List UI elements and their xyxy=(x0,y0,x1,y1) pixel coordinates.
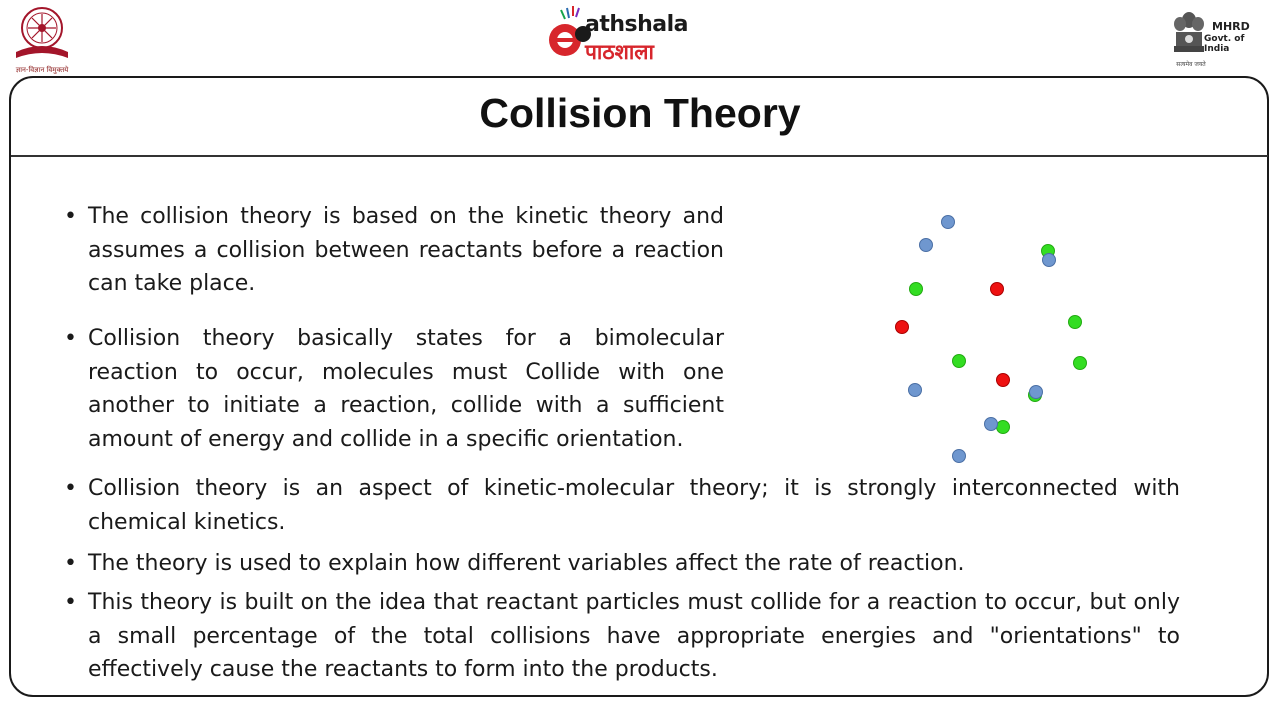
bullet-item xyxy=(64,472,1180,539)
bullet-item xyxy=(64,322,724,456)
green-particle xyxy=(997,421,1010,434)
bullet-item xyxy=(64,547,1180,581)
bullet-text: Collision theory is an aspect of kinetic-molecular theory; it is strongly interconnected with chemical kinetics. xyxy=(88,476,1180,535)
bullet-item xyxy=(64,586,1180,687)
bullet-dot: • xyxy=(64,476,77,501)
bullet-text: Collision theory basically states for a bimolecular reaction to occur, molecules must Collide with one another to initiate a reaction, collide with a sufficient amount of energy and collide in a specific orientation. xyxy=(88,326,724,452)
bullet-text: This theory is built on the idea that reactant particles must collide for a reaction to occur, but only a small percentage of the total collisions have appropriate energies and "orientations" to effectively cause the reactants to form into the products. xyxy=(88,590,1180,682)
mhrd-subtitle: Govt. of India xyxy=(1204,34,1245,54)
slide-title: Collision Theory xyxy=(479,90,801,136)
blue-particle xyxy=(942,216,955,229)
bullet-item xyxy=(64,200,724,301)
brand-hindi: पाठशाला xyxy=(585,40,654,64)
blue-particle xyxy=(1030,386,1043,399)
bullet-dot: • xyxy=(64,326,77,351)
green-particle xyxy=(1074,357,1087,370)
national-emblem-icon xyxy=(1172,8,1206,60)
green-particle xyxy=(953,355,966,368)
bullet-text: The collision theory is based on the kinetic theory and assumes a collision between reactants before a reaction can take place. xyxy=(88,204,724,296)
green-particle xyxy=(910,283,923,296)
blue-particle xyxy=(953,450,966,463)
blue-particle xyxy=(985,418,998,431)
emblem-caption: ज्ञान-विज्ञान विमुक्तये xyxy=(15,66,69,74)
emblem-icon xyxy=(10,6,74,66)
bullet-dot: • xyxy=(64,204,77,229)
bullet-dot: • xyxy=(64,551,77,576)
mhrd-title: MHRD xyxy=(1212,20,1250,33)
epathshala-logo xyxy=(545,4,735,68)
red-particle xyxy=(991,283,1004,296)
brand-english: athshala xyxy=(585,12,689,37)
university-emblem-logo xyxy=(10,6,74,74)
bullet-text: The theory is used to explain how different variables affect the rate of reaction. xyxy=(88,551,965,576)
blue-particle xyxy=(1043,254,1056,267)
molecule-collision-illustration xyxy=(880,200,1100,470)
green-particle xyxy=(1069,316,1082,329)
mhrd-logo xyxy=(1170,8,1270,70)
title-divider xyxy=(11,155,1268,157)
slide-header xyxy=(0,0,1280,76)
blue-particle xyxy=(909,384,922,397)
bullet-dot: • xyxy=(64,590,77,615)
blue-particle xyxy=(920,239,933,252)
red-particle xyxy=(997,374,1010,387)
mhrd-motto: सत्यमेव जयते xyxy=(1176,61,1206,68)
red-particle xyxy=(896,321,909,334)
